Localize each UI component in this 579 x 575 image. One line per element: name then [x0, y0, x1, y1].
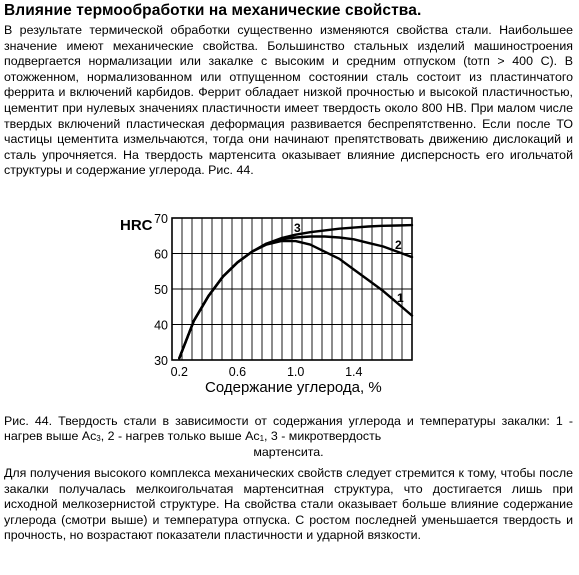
figure-caption — [4, 414, 573, 460]
series-label-3: 3 — [294, 221, 301, 235]
caption-text-2: , 2 - нагрев только выше Ac — [100, 429, 260, 444]
x-axis-label: Содержание углерода, % — [205, 379, 382, 396]
y-tick-label: 60 — [154, 247, 168, 262]
caption-sub-2: 1 — [259, 434, 265, 444]
y-tick-label: 70 — [154, 212, 168, 226]
y-axis-label: HRC — [120, 217, 153, 234]
series-line-2 — [179, 237, 412, 359]
x-tick-label: 0.6 — [228, 365, 247, 379]
y-tick-label: 30 — [154, 354, 168, 368]
y-tick-label: 40 — [154, 318, 168, 333]
intro-paragraph: В результате термической обработки существенно изменяются свойства стали. Наибольшее значение имеют механические свойства. Большинство стальных изделий машиностроения подвергается нормализации или закалке с высоким и средним отпуском (tотп > 400 C). В отожженном, нормализованном или отпущенном состоянии сталь состоит из пластинчатого феррита и включений карбидов. Феррит обладает низкой прочностью и высокой пластичностью, цементит при нулевых значениях пластичности имеет твердость около 800 HB. При малом числе твердых включений пластическая деформация развивается беспрепятственно. Если после ТО частицы цементита измельчаются, тогда они начинают препятствовать движению дислокаций и сталь упрочняется. На твердость мартенсита оказывает влияние дисперсность его игольчатой структуры и содержание углерода. Рис. 44. — [4, 23, 573, 178]
series-label-1: 1 — [397, 291, 404, 305]
caption-text-4: мартенсита. — [253, 444, 324, 459]
x-tick-label: 1.4 — [345, 365, 363, 379]
series-label-2: 2 — [395, 238, 402, 252]
y-tick-label: 50 — [154, 283, 168, 297]
caption-sub-1: 3 — [96, 434, 101, 444]
section-title: Влияние термообработки на механические свойства. — [4, 2, 422, 19]
caption-text-3: , 3 - микротвердость — [264, 429, 382, 444]
caption-text-1: Рис. 44. Твердость стали в зависимости от содержания углерода и температуры закалки: 1 - нагрев выше Ac — [4, 414, 573, 444]
series-line-1 — [179, 241, 412, 358]
x-tick-label: 0.2 — [170, 365, 188, 379]
conclusion-paragraph: Для получения высокого комплекса механических свойств следует стремится к тому, чтобы после закалки получалась мелкоигольчатая мартенситная структура, что достигается лишь при исходной мелкозернистой структуре. На свойства стали оказывает больше влияние содержание углерода (смотри выше) и температура отпуска. С ростом последней уменьшается твердость и прочность, но возрастают показатели пластичности и ударной вязкости. — [4, 466, 573, 543]
x-tick-label: 1.0 — [286, 365, 305, 379]
